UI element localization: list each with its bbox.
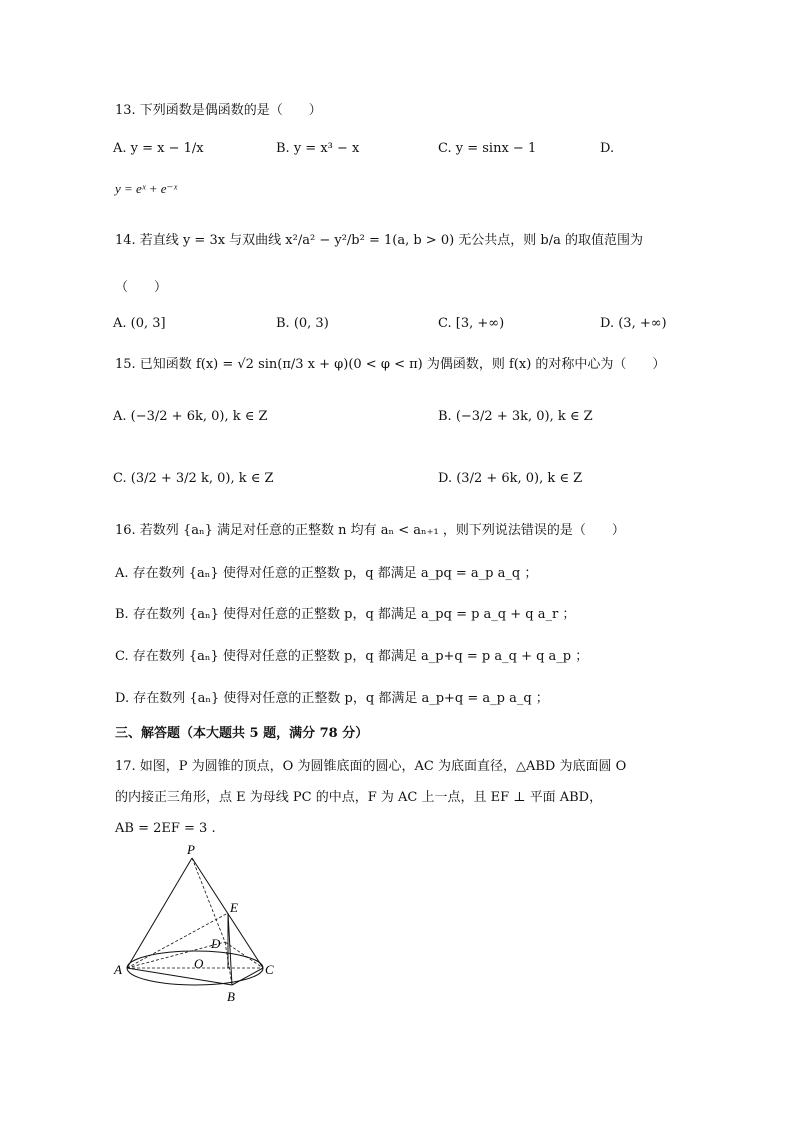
q16-option-d: D. 存在数列 {aₙ} 使得对任意的正整数 p，q 都满足 a_p+q = a_p a_q ； — [115, 691, 549, 706]
label-c: C — [265, 962, 274, 977]
q15-option-d: D. (3/2 + 6k, 0), k ∈ Z — [438, 471, 583, 486]
label-p: P — [187, 842, 195, 857]
q14-option-b: B. (0, 3) — [276, 316, 329, 331]
label-e: E — [230, 900, 238, 915]
label-o: O — [194, 956, 204, 971]
q13-stem: 13. 下列函数是偶函数的是（ ） — [115, 103, 322, 118]
q15-option-c: C. (3/2 + 3/2 k, 0), k ∈ Z — [113, 471, 274, 486]
q14-paren: （ ） — [115, 280, 168, 295]
cone-figure — [110, 840, 290, 1010]
label-a: A — [114, 962, 122, 977]
section-heading: 三、解答题（本大题共 5 题，满分 78 分） — [115, 726, 369, 741]
q13-option-d-label: D. — [600, 141, 615, 156]
q14-option-a: A. (0, 3] — [113, 316, 166, 331]
segment-ab — [127, 968, 232, 985]
label-b: B — [227, 989, 235, 1004]
q16-option-a: A. 存在数列 {aₙ} 使得对任意的正整数 p，q 都满足 a_pq = a_p a_q ； — [115, 566, 538, 581]
label-d: D — [211, 936, 221, 951]
q13-option-c: C. y = sinx − 1 — [438, 141, 537, 156]
q17-line3: AB = 2EF = 3 . — [115, 821, 216, 836]
q14-option-c: C. [3, +∞) — [438, 316, 505, 331]
q17-line1: 17. 如图，P 为圆锥的顶点，O 为圆锥底面的圆心，AC 为底面直径，△ABD 为底面圆 O — [115, 759, 627, 774]
q13-option-b: B. y = x³ − x — [276, 141, 360, 156]
q13-option-a: A. y = x − 1/x — [113, 141, 204, 156]
q16-option-c: C. 存在数列 {aₙ} 使得对任意的正整数 p，q 都满足 a_p+q = p a_q + q a_p ； — [115, 649, 589, 664]
q14-option-d: D. (3, +∞) — [600, 316, 667, 331]
q16-option-b: B. 存在数列 {aₙ} 使得对任意的正整数 p，q 都满足 a_pq = p a_q + q a_r ； — [115, 607, 576, 622]
q15-option-a: A. (−3/2 + 6k, 0), k ∈ Z — [113, 409, 268, 424]
q15-stem: 15. 已知函数 f(x) = √2 sin(π/3 x + φ)(0 < φ < π) 为偶函数，则 f(x) 的对称中心为（ ） — [115, 357, 666, 372]
q14-stem: 14. 若直线 y = 3x 与双曲线 x²/a² − y²/b² = 1(a, b > 0) 无公共点，则 b/a 的取值范围为 — [115, 233, 644, 248]
q13-option-d-expr: y = eˣ + e⁻ˣ — [115, 181, 178, 196]
q17-line2: 的内接正三角形，点 E 为母线 PC 的中点，F 为 AC 上一点，且 EF ⊥ 平面 ABD， — [115, 790, 603, 805]
segment-pd — [192, 858, 225, 942]
q15-option-b: B. (−3/2 + 3k, 0), k ∈ Z — [438, 409, 593, 424]
q16-stem: 16. 若数列 {aₙ} 满足对任意的正整数 n 均有 aₙ < aₙ₊₁ ，则下列说法错误的是（ ） — [115, 523, 625, 538]
segment-bc — [232, 968, 263, 985]
